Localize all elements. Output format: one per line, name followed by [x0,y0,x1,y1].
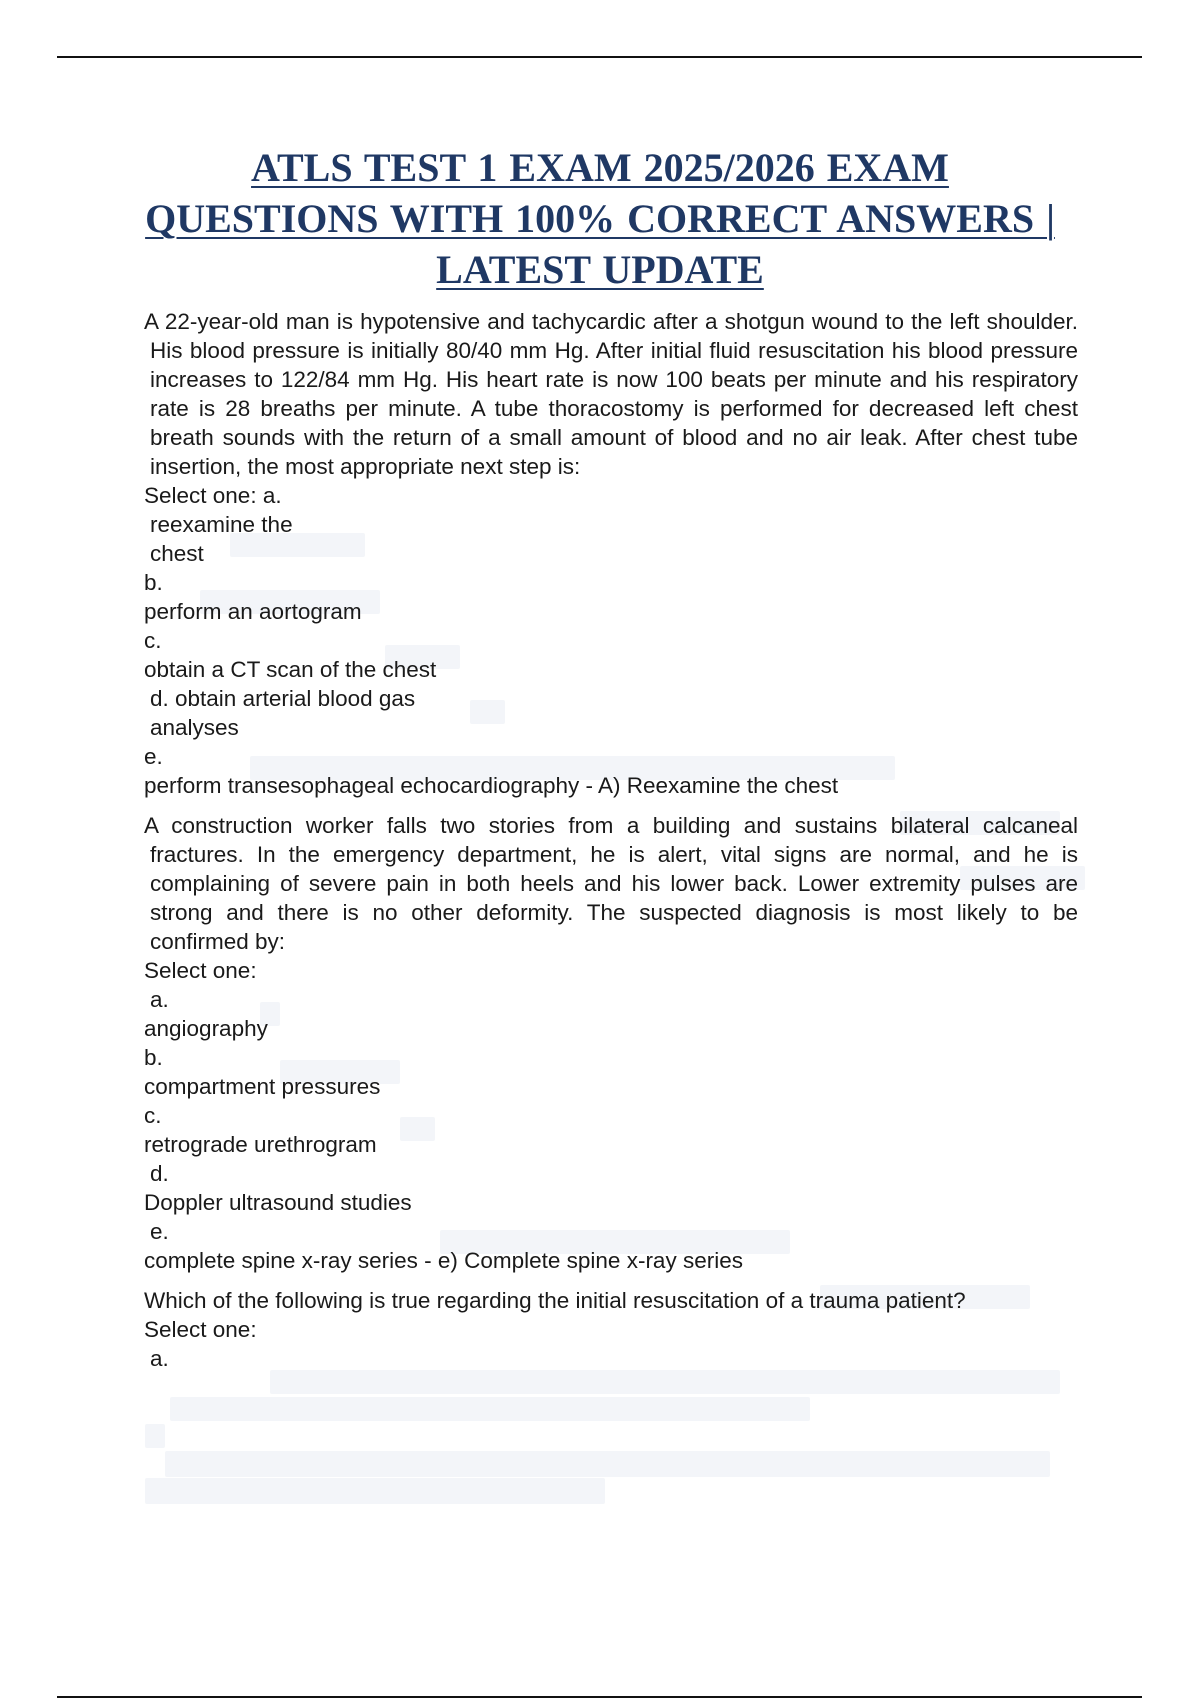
answer-line: Select one: [144,958,257,983]
answer-line: Select one: [144,1317,257,1342]
faint-band [170,1397,810,1421]
answer-line: angiography [144,1016,268,1041]
answer-line: a. [150,987,169,1012]
answer-line: c. [144,628,162,653]
answer-line: Doppler ultrasound studies [144,1190,412,1215]
question-2 [144,811,1078,1275]
answer-line: perform transesophageal echocardiography - A) Reexamine the chest [144,773,839,798]
answer-line: retrograde urethrogram [144,1132,377,1157]
answer-line: a. [150,1346,169,1371]
answer-line: e. [144,744,163,769]
answer-line: c. [144,1103,162,1128]
document-title [100,142,1100,295]
faint-band [145,1424,165,1448]
answer-line: reexamine the [150,512,293,537]
answer-line: obtain a CT scan of the chest [144,657,437,682]
answer-line: complete spine x-ray series - e) Complete spine x-ray series [144,1248,743,1273]
answer-line: d. [150,1161,169,1186]
answer-line: b. [144,570,163,595]
top-rule [57,56,1142,58]
title-line: QUESTIONS WITH 100% CORRECT ANSWERS | [145,196,1055,241]
answer-line: d. obtain arterial blood gas [150,686,416,711]
question-stem: A construction worker falls two stories from a building and sustains bilateral calcaneal fractures. In the emergency department, he is alert, vital signs are normal, and he is complaining of severe pain in both heels and his lower back. Lower extremity pulses are strong and there is no other deformity. The suspected diagnosis is most likely to be confirmed by: [144,813,1078,954]
question-stem: Which of the following is true regarding the initial resuscitation of a trauma patient? [144,1288,966,1313]
question-1 [144,307,1078,800]
answer-line: compartment pressures [144,1074,381,1099]
answer-line: chest [150,541,204,566]
answer-line: perform an aortogram [144,599,362,624]
bottom-rule [57,1696,1142,1698]
question-stem: A 22-year-old man is hypotensive and tachycardic after a shotgun wound to the left shoulder. His blood pressure is initially 80/40 mm Hg. After initial fluid resuscitation his blood pressure increases to 122/84 mm Hg. His heart rate is now 100 beats per minute and his respiratory rate is 28 breaths per minute. A tube thoracostomy is performed for decreased left chest breath sounds with the return of a small amount of blood and no air leak. After chest tube insertion, the most appropriate next step is: [144,309,1078,479]
question-3 [144,1286,1078,1373]
answer-line: b. [144,1045,163,1070]
title-line: ATLS TEST 1 EXAM 2025/2026 EXAM [251,145,949,190]
faint-band [165,1451,1050,1477]
faint-band [145,1478,605,1504]
title-line: LATEST UPDATE [436,247,764,292]
answer-line: e. [150,1219,169,1244]
answer-line: Select one: a. [144,483,282,508]
document-body [144,307,1078,1384]
answer-line: analyses [150,715,239,740]
